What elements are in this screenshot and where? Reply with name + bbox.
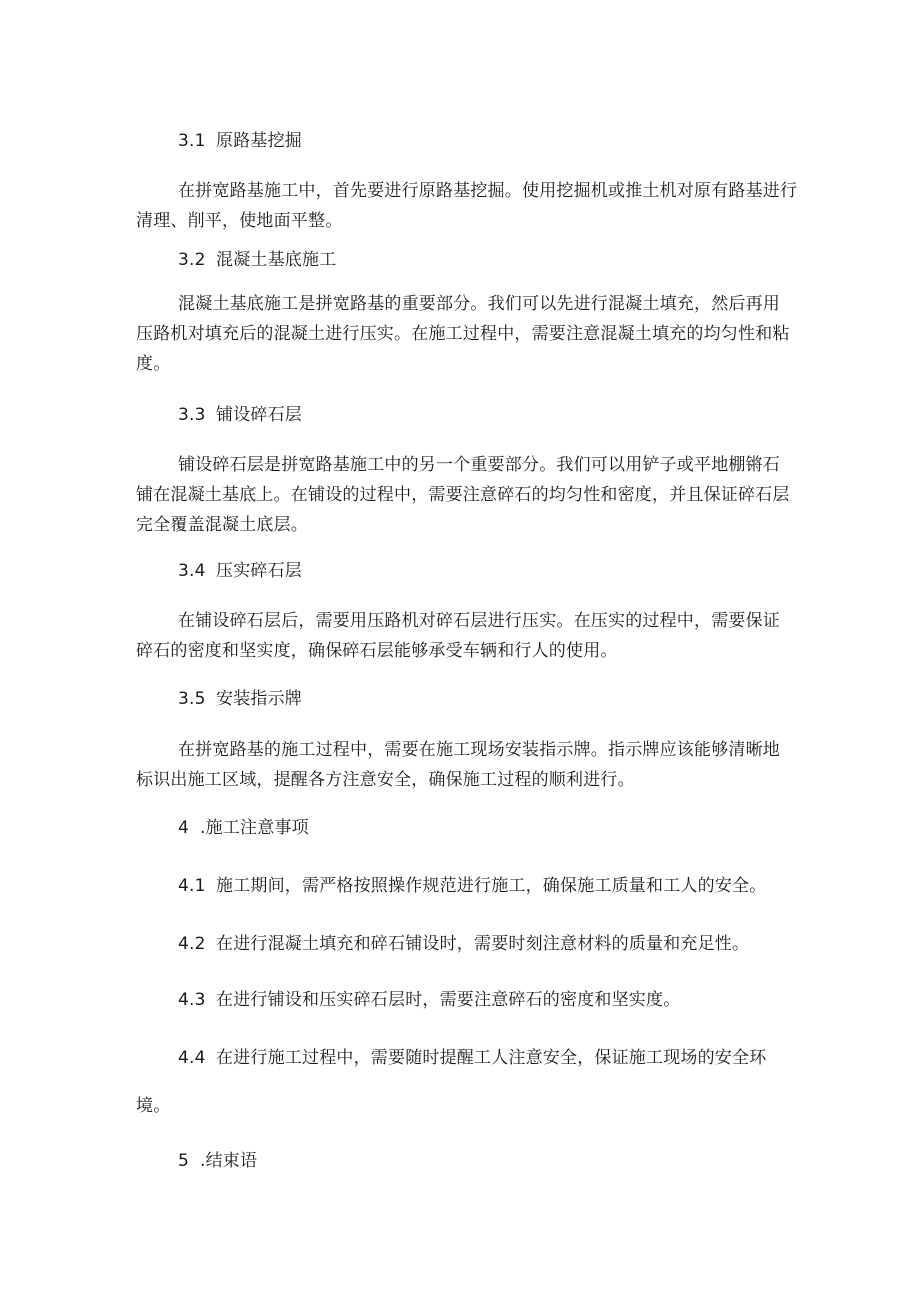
paragraph-line: 在拼宽路基的施工过程中，需要在施工现场安装指示牌。指示牌应该能够清晰地	[178, 740, 780, 760]
section-heading	[178, 817, 309, 839]
item-number: 4.4	[178, 1048, 206, 1068]
paragraph-line: 铺设碎石层是拼宽路基施工中的另一个重要部分。我们可以用铲子或平地棚锵石	[178, 455, 780, 475]
section-title: .施工注意事项	[200, 818, 309, 838]
item-number: 4.1	[178, 876, 206, 896]
item-text: 在进行铺设和压实碎石层时，需要注意碎石的密度和坚实度。	[216, 990, 681, 1010]
section-heading	[178, 249, 336, 271]
paragraph-line: 完全覆盖混凝土底层。	[136, 515, 308, 535]
section-title: 铺设碎石层	[216, 405, 302, 425]
section-heading	[178, 404, 302, 426]
section-number: 3.5	[178, 689, 206, 709]
section-number: 3.4	[178, 561, 206, 581]
item-text: 在进行施工过程中，需要随时提醒工人注意安全，保证施工现场的安全环	[216, 1048, 767, 1068]
section-heading	[178, 130, 302, 152]
item-text: 在进行混凝土填充和碎石铺设时，需要时刻注意材料的质量和充足性。	[216, 934, 750, 954]
section-title: 压实碎石层	[216, 561, 302, 581]
paragraph-line: 标识出施工区域，提醒各方注意安全，确保施工过程的顺利进行。	[136, 770, 635, 790]
section-heading	[178, 1150, 257, 1172]
paragraph-line: 在拼宽路基施工中，首先要进行原路基挖掘。使用挖掘机或推土机对原有路基进行	[178, 181, 798, 201]
section-heading	[178, 560, 302, 582]
paragraph-line: 在铺设碎石层后，需要用压路机对碎石层进行压实。在压实的过程中，需要保证	[178, 611, 780, 631]
paragraph-line: 压路机对填充后的混凝土进行压实。在施工过程中，需要注意混凝土填充的均匀性和粘	[136, 324, 790, 344]
paragraph-line: 境。	[136, 1096, 171, 1116]
list-item	[178, 989, 680, 1011]
list-item	[178, 933, 749, 955]
section-title: 安装指示牌	[216, 689, 302, 709]
item-number: 4.3	[178, 990, 206, 1010]
list-item	[178, 1047, 766, 1069]
section-title: 混凝土基底施工	[216, 250, 337, 270]
paragraph-line: 混凝土基底施工是拼宽路基的重要部分。我们可以先进行混凝土填充，然后再用	[178, 294, 780, 314]
section-title: .结束语	[200, 1151, 258, 1171]
section-number: 3.2	[178, 250, 206, 270]
item-number: 4.2	[178, 934, 206, 954]
paragraph-line: 铺在混凝土基底上。在铺设的过程中，需要注意碎石的均匀性和密度，并且保证碎石层	[136, 485, 790, 505]
paragraph-line: 度。	[136, 354, 171, 374]
section-number: 4	[178, 818, 190, 838]
section-title: 原路基挖掘	[216, 131, 302, 151]
section-heading	[178, 688, 302, 710]
section-number: 3.1	[178, 131, 206, 151]
section-number: 3.3	[178, 405, 206, 425]
list-item	[178, 875, 766, 897]
paragraph-line: 碎石的密度和坚实度，确保碎石层能够承受车辆和行人的使用。	[136, 641, 618, 661]
item-text: 施工期间，需严格按照操作规范进行施工，确保施工质量和工人的安全。	[216, 876, 767, 896]
section-number: 5	[178, 1151, 190, 1171]
paragraph-line: 清理、削平，使地面平整。	[136, 211, 343, 231]
